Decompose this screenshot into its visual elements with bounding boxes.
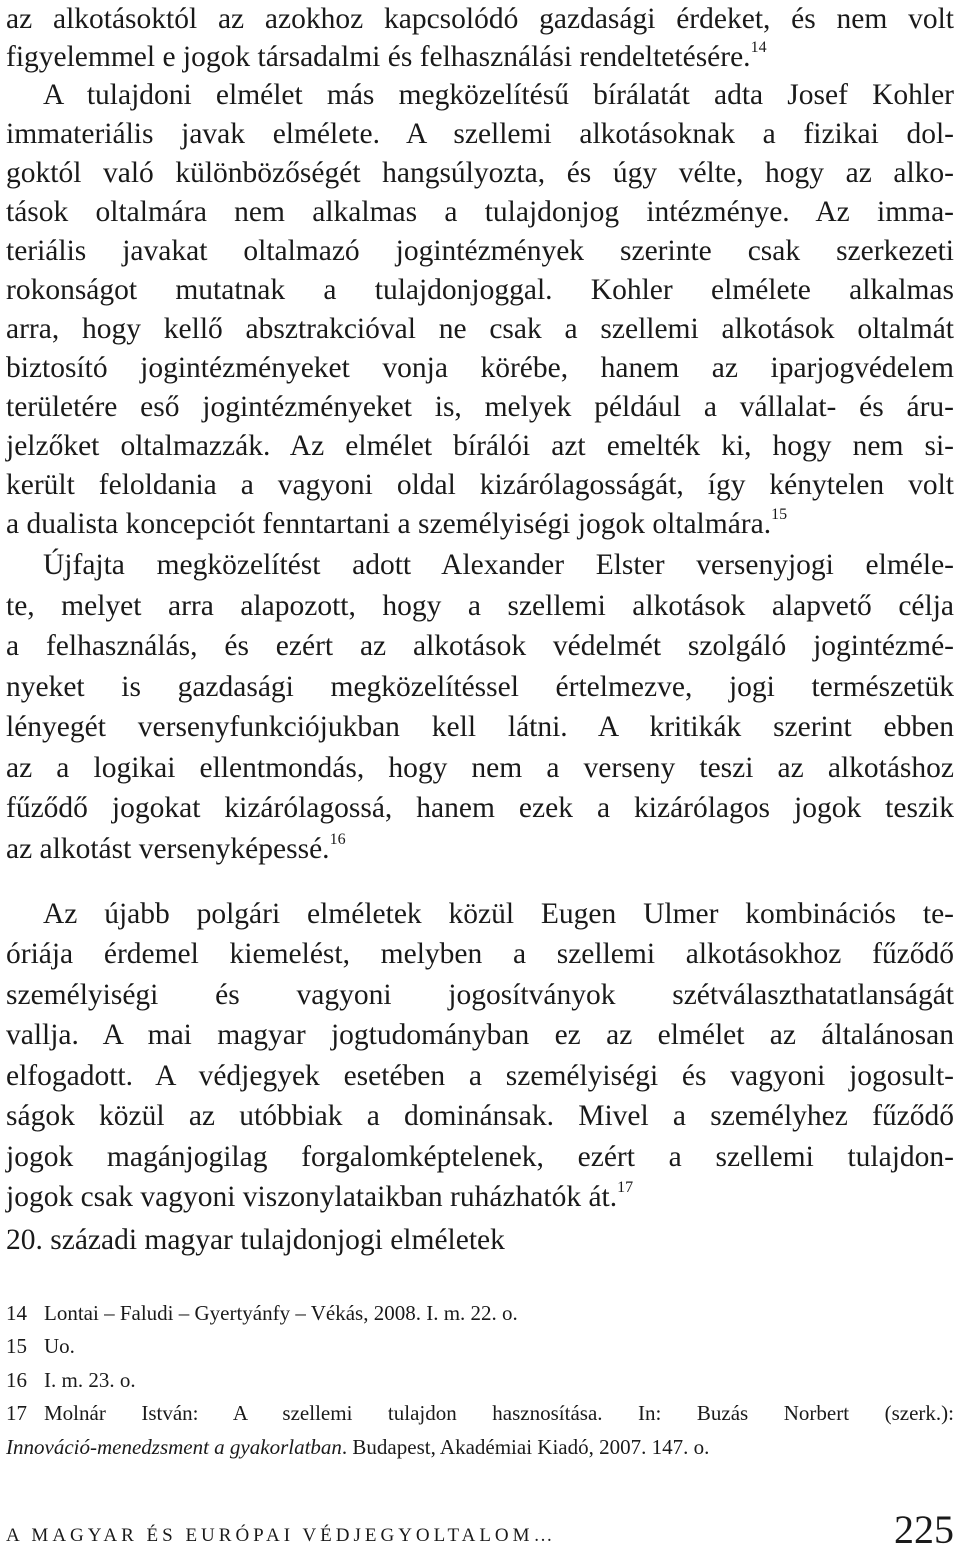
body-line: a felhasználás, és ezért az alkotások védelmét szolgáló jogintézmé- <box>6 630 954 662</box>
body-line: személyiségi és vagyoni jogosítványok szétválaszthatatlanságát <box>6 979 954 1011</box>
body-line: te, melyet arra alapozott, hogy a szellemi alkotások alapvető célja <box>6 590 954 622</box>
body-line: az alkotásoktól az azokhoz kapcsolódó gazdasági érdeket, és nem volt <box>6 3 954 35</box>
body-line: az alkotást versenyképessé.$^{16}$ <box>6 831 346 865</box>
footnote-16: 16 I. m. 23. o. <box>6 1368 136 1392</box>
body-line: ságok közül az utóbbiak a dominánsak. Mivel a személyhez fűződő <box>6 1100 954 1132</box>
body-line: területére eső jogintézményeket is, melyek például a vállalat- és áru- <box>6 391 954 423</box>
body-line: biztosító jogintézményeket vonja körébe, hanem az iparjogvédelem <box>6 352 954 384</box>
page-number: 225 <box>894 1507 954 1552</box>
footnote-ref: 17 <box>617 1179 634 1196</box>
body-line: a dualista koncepciót fenntartani a személyiségi jogok oltalmára.$^{15}$ <box>6 506 788 540</box>
body-line: rokonságot mutatnak a tulajdonjoggal. Kohler elmélete alkalmas <box>6 274 954 306</box>
footnote-17-continued: Innováció-menedzsment a gyakorlatban. Budapest, Akadémiai Kiadó, 2007. 147. o. <box>6 1435 710 1459</box>
body-line: jogok csak vagyoni viszonylataikban ruházhatók át.$^{17}$ <box>6 1179 634 1213</box>
body-line: A tulajdoni elmélet más megközelítésű bírálatát adta Josef Kohler <box>43 79 954 111</box>
body-line: az a logikai ellentmondás, hogy nem a verseny teszi az alkotáshoz <box>6 752 954 784</box>
footnote-ref: 15 <box>771 506 788 523</box>
body-line: nyeket is gazdasági megközelítéssel értelmezve, jogi természetük <box>6 671 954 703</box>
footnote-ref: 16 <box>329 831 346 848</box>
running-title: A MAGYAR ÉS EURÓPAI VÉDJEGYOLTALOM… <box>6 1525 557 1546</box>
footnote-15: 15 Uo. <box>6 1334 75 1358</box>
body-line: fűződő jogokat kizárólagossá, hanem ezek a kizárólagos jogok teszik <box>6 792 954 824</box>
body-line: Újfajta megközelítést adott Alexander Elster versenyjogi elméle- <box>43 549 954 581</box>
body-line: jelzőket oltalmazzák. Az elmélet bírálói azt emelték ki, hogy nem si- <box>6 430 954 462</box>
body-line: óriája érdemel kiemelést, melyben a szellemi alkotásokhoz fűződő <box>6 938 954 970</box>
body-line: vallja. A mai magyar jogtudományban ez az elmélet az általánosan <box>6 1019 954 1051</box>
footnote-17: 17 Molnár István: A szellemi tulajdon hasznosítása. In: Buzás Norbert (szerk.): <box>6 1401 954 1425</box>
footnote-ref: 14 <box>750 39 767 56</box>
body-line: teriális javakat oltalmazó jogintézmények szerinte csak szerkezeti <box>6 235 954 267</box>
body-line: arra, hogy kellő absztrakcióval ne csak a szellemi alkotások oltalmát <box>6 313 954 345</box>
body-line: került feloldania a vagyoni oldal kizárólagosságát, így kénytelen volt <box>6 469 954 501</box>
body-line: elfogadott. A védjegyek esetében a személyiségi és vagyoni jogosult- <box>6 1060 954 1092</box>
body-line: figyelemmel e jogok társadalmi és felhasználási rendeltetésére.$^{14}$ <box>6 39 767 73</box>
body-line: immateriális javak elmélete. A szellemi alkotásoknak a fizikai dol- <box>6 118 954 150</box>
section-heading: 20. századi magyar tulajdonjogi elméletek <box>6 1224 505 1256</box>
body-line: lényegét versenyfunkciójukban kell látni. A kritikák szerint ebben <box>6 711 954 743</box>
body-line: tások oltalmára nem alkalmas a tulajdonjog intézménye. Az imma- <box>6 196 954 228</box>
footnote-14: 14 Lontai – Faludi – Gyertyánfy – Vékás, 2008. I. m. 22. o. <box>6 1301 518 1325</box>
body-line: Az újabb polgári elméletek közül Eugen Ulmer kombinációs te- <box>43 898 954 930</box>
body-line: jogok magánjogilag forgalomképtelenek, ezért a szellemi tulajdon- <box>6 1141 954 1173</box>
body-line: goktól való különbözőségét hangsúlyozta, és úgy vélte, hogy az alko- <box>6 157 954 189</box>
